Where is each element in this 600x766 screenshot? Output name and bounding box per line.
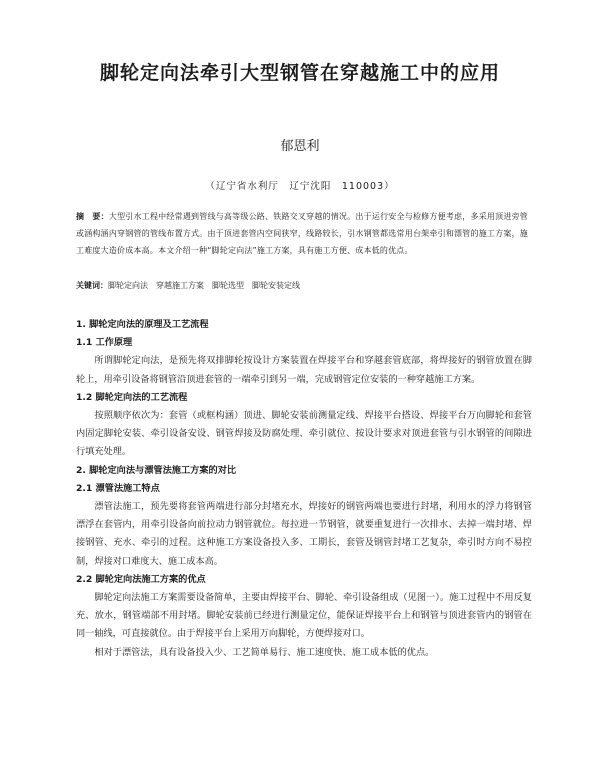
subsection-heading: 1.2 脚轮定向法的工艺流程: [76, 391, 188, 403]
keywords-label: 关键词：: [76, 281, 108, 290]
body-text: [76, 316, 532, 662]
paragraph: 脚轮定向法施工方案需要设备简单，主要由焊接平台、脚轮、牵引设备组成（见图一）。施工过程中不用反复充、放水，钢管端部不用封堵。脚轮安装前已经进行测量定位，能保证焊接平台上和钢管与顶进套管内的钢管在同一轴线，可直接就位。由于焊接平台上采用万向脚轮，方便焊接对口。: [76, 592, 532, 640]
paragraph: 所谓脚轮定向法，是预先将双排脚轮按设计方案装置在焊接平台和穿越套管底部，将焊接好的钢管放置在脚轮上，用牵引设备将钢管沿顶进套管的一端牵引到另一端，完成钢管定位安装的一种穿越施工方案。: [76, 355, 532, 385]
keywords: [76, 279, 528, 293]
paper-title: 脚轮定向法牵引大型钢管在穿越施工中的应用: [99, 62, 500, 84]
paragraph: 相对于漂管法，具有设备投入少、工艺简单易行、施工速度快、施工成本低的优点。: [94, 646, 435, 658]
author-affiliation: （辽宁省水利厅 辽宁沈阳 110003）: [205, 181, 395, 192]
subsection-heading: 1.1 工作原理: [76, 337, 133, 349]
abstract: [76, 208, 528, 259]
subsection-heading: 2.2 脚轮定向法施工方案的优点: [76, 573, 206, 585]
keywords-text: 脚轮定向法 穿越施工方案 脚轮选型 脚轮安装定线: [108, 281, 300, 290]
author-name: 郁恩利: [280, 139, 320, 154]
section-heading: 2. 脚轮定向法与漂管法施工方案的对比: [76, 464, 237, 476]
abstract-text: 大型引水工程中经常遇到管线与高等级公路、铁路交叉穿越的情况。出于运行安全与检修方便考虑，多采用顶进旁管或涵构涵内穿钢管的管线布置方式。由于顶进套管内空间狭窄，线路较长，引水钢管都选常用台架牵引和漂管的施工方案，施工难度大造价成本高。本文介绍一种“脚轮定向法”施工方案，具有施工方便、成本低的优点。: [76, 212, 528, 255]
abstract-label: 摘 要：: [76, 212, 109, 221]
paragraph: 按照顺序依次为：套管（或框构涵）顶进、脚轮安装前测量定线、焊接平台搭设、焊接平台万向脚轮和套管内固定脚轮安装、牵引设备安设、钢管焊接及防腐处理、牵引就位、按设计要求对顶进套管与引水钢管的间隙进行填充处理。: [76, 410, 532, 458]
section-heading: 1. 脚轮定向法的原理及工艺流程: [76, 319, 209, 330]
paragraph: 漂管法施工，预先要将套管两端进行部分封堵充水，焊接好的钢管两端也要进行封堵，利用水的浮力将钢管漂浮在套管内，用牵引设备向前拉动力钢管就位。每拉进一节钢管，就要重复进行一次排水、去掉一端封堵、焊接钢管、充水、牵引的过程。这种施工方案设备投入多、工期长，套管及钢管封堵工艺复杂，牵引时方向不易控制，焊接对口难度大、施工成本高。: [76, 501, 532, 567]
subsection-heading: 2.1 漂管法施工特点: [76, 482, 160, 494]
